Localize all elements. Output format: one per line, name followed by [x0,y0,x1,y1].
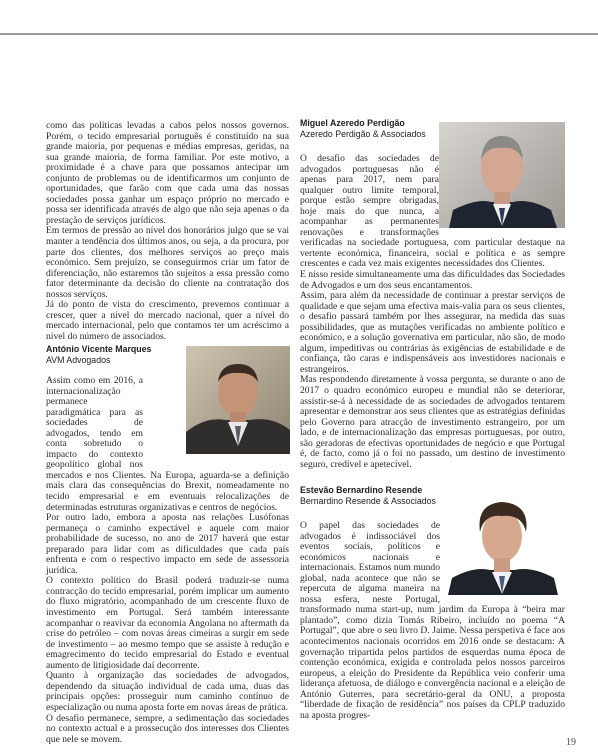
paragraph: O desafio permanece, sempre, a sedimentação das sociedades no contexto actual e a prossecução dos interesses dos Clientes que nele se movem. [46,712,289,745]
paragraph: Em termos de pressão ao nível dos honorários julgo que se vai manter a tendência dos últimos anos, ou seja, a da procura, por parte dos clientes, dos melhores serviços ao preço mais económico. Sem prejuízo, se conseguirmos criar um fator de diferenciação, não estaremos tão sujeitos a essa pressão como fator determinante da decisão do cliente na contratação dos nossos serviços. [46,225,289,300]
author-firm: AVM Advogados [46,355,111,365]
author-header-avm [46,344,186,366]
author-header-map [300,118,450,140]
paragraph: Quanto à organização das sociedades de advogados, dependendo da situação individual de cada uma, duas das principais opções: prosseguir num caminho contínuo de especialização ou numa aposta forte em novas áreas de prática. [46,670,289,713]
paragraph: Assim como em 2016, a internacionalização permanece paradigmática para as sociedades de advogados, tendo em conta sobretudo o impacto do contexto geopolítico global nos mercados e nos Clientes. Na Europa, aguarda-se a definição mais clara das consequências do Brexit, nomeadamente no tecido empresarial e em eventuais relocalizações de determinadas estruturas organizativas e centros de negócios. [46,375,289,513]
left-intro-text [46,121,289,342]
page-number: 19 [566,737,576,748]
author-name: António Vicente Marques [46,344,152,354]
paragraph: Já do ponto de vista do crescimento, prevemos continuar a crescer, quer a nível do mercado nacional, quer a nível do mercado internacional, pelo que contamos ter um acréscimo a nível do número de associados. [46,299,289,342]
paragraph: Assim, para além da necessidade de continuar a prestar serviços de qualidade e que sejam uma efectiva mais-valia para os seus clientes, o desafio passará também por lhes assegurar, na medida das suas possibilidades, que as mutações verificadas no ambiente político e económico, e a solução governativa em particular, não são, de modo algum, impeditivas ou contrárias às exigências de estabilidade e de confiança, tão caras e indispensáveis aos investidores nacionais e estrangeiros. [300,290,565,375]
paragraph: Mas respondendo diretamente à vossa pergunta, se durante o ano de 2017 o quadro económico europeu e mundial não se deteriorar, assistir-se-á à necessidade de as sociedades de advogados tentarem apresentar e demonstrar aos seus clientes que as estratégias definidas pelo Governo para atracção de investimento estrangeiro, por um lado, e de internacionalização das empresas portuguesas, por outro, são geradoras de efectivas oportunidades de negócio e que Portugal é, de facto, como já o foi no passado, um destino de investimento seguro, credível e apetecível. [300,374,565,470]
top-rule [0,33,598,35]
right-bottom-text [300,521,565,721]
paragraph: O desafio das sociedades de advogados portuguesas não é apenas para 2017, nem para qualquer outro limite temporal, porque estão sempre obrigadas, hoje mais do que nunca, a acompanhar as permanentes renovações e transformações verificadas na sociedade portuguesa, com particular destaque na vertente económica, financeira, social e política e as sempre crescentes e cada vez mais exigentes necessidades dos Clientes. [300,153,565,270]
paragraph: como das políticas levadas a cabos pelos nossos governos. Porém, o tecido empresarial português é constituído na sua grande maioria, por pequenas e médias empresas, geridas, na sua grande maioria, de forma familiar. Por este motivo, a proximidade é a chave para que possamos antecipar um conjunto de problemas ou de identificarmos um conjunto de oportunidades, que farão com que cada uma das nossas sociedades possa ganhar um espaço próprio no mercado e possa ser identificada através de algo que não seja apenas o da prestação de serviços jurídicos. [46,120,289,226]
author-name: Miguel Azeredo Perdigão [300,118,405,128]
author-firm: Bernardino Resende & Associados [300,496,436,506]
left-body-text [46,376,289,745]
paragraph: E nisso reside simultaneamente uma das dificuldades das Sociedades de Advogados e um dos seus encantamentos. [300,269,565,291]
author-header-ebr [300,485,450,507]
paragraph: Por outro lado, embora a aposta nas relações Lusófonas permaneça o caminho expectável e aquele com maior probabilidade de sucesso, no ano de 2017 haverá que estar preparado para lidar com as dificuldades que cada país enfrenta e com o respectivo impacto em sede de assessoria jurídica. [46,512,289,576]
paragraph: O papel das sociedades de advogados é indissociável dos eventos sociais, políticos e económicos nacionais e internacionais. Estamos num mundo global, nada acontece que não se repercuta de alguma maneira na nossa esfera, neste Portugal, transformado numa start-up, num jardim da Europa à “beira mar plantado”, como dizia Tomás Ribeiro, incluído no poema “A Portugal”, que abre o seu livro D. Jaime. Nessa perspetiva é face aos acontecimentos nacionais ocorridos em 2016 onde se destacam: A governação tripartida pelos partidos de esquerdas numa época de contenção económica, exigida e controlada pelos nossos parceiros europeus, a eleição do Presidente da República veio conferir uma liderança afetuosa, de diálogo e convergência nacional e a eleição de António Guterres, para secretário-geral da ONU, a proposta “liberdade de fixação de residência” nos países da CPLP traduzido na aposta progres- [300,520,565,721]
author-firm: Azeredo Perdigão & Associados [300,129,426,139]
paragraph: O contexto político do Brasil poderá traduzir-se numa contracção do tecido empresarial, porém implicar um aumento do fluxo migratório, acompanhado de um crescente fluxo de investimento em Portugal. Será também interessante acompanhar o reavivar da economia Angolana no aftermath da crise do petróleo – com novas áreas cimeiras a surgir em sede de investimento – ao mesmo tempo que se assiste à redução e emagrecimento do tecido empresarial do Estado e eventual aumento de litigiosidade daí decorrente. [46,575,289,671]
author-name: Estevão Bernardino Resende [300,485,423,495]
right-top-text [300,154,565,470]
